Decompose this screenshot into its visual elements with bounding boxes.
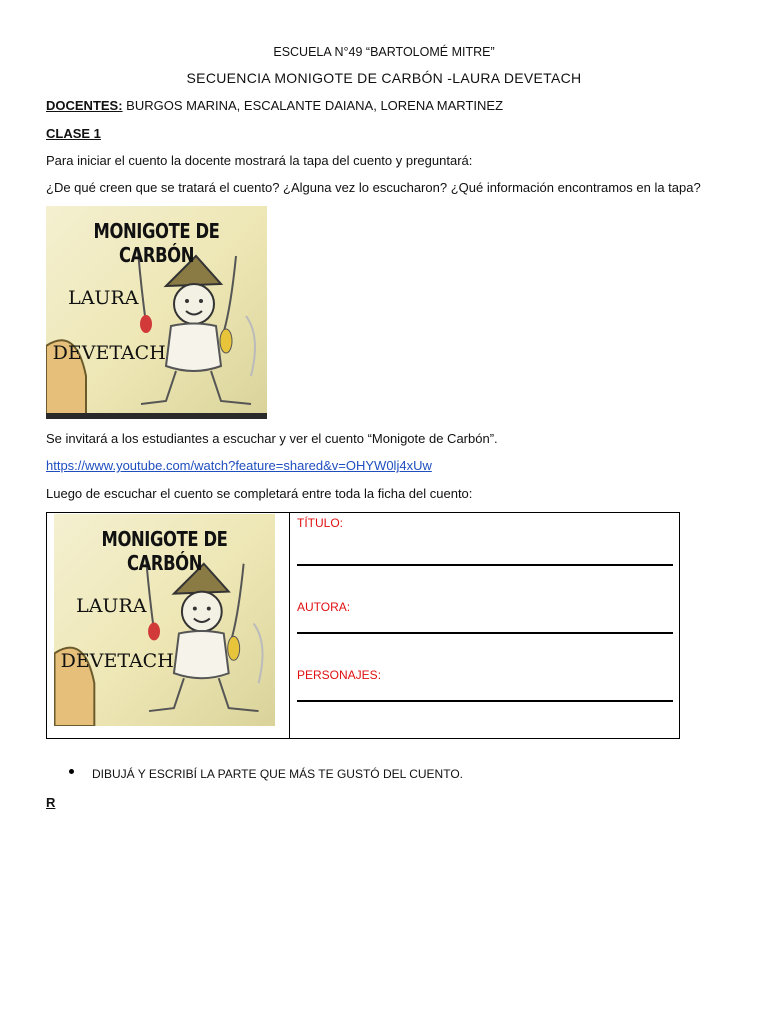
cover-author-last: DEVETACH (52, 342, 166, 365)
document-title: SECUENCIA MONIGOTE DE CARBÓN -LAURA DEVETACH (186, 70, 582, 86)
bullet-icon (69, 769, 74, 774)
cover-title: MONIGOTE DE CARBÓN (93, 218, 220, 267)
intro-text: Para iniciar el cuento la docente mostrará la tapa del cuento y preguntará: (46, 153, 473, 168)
titulo-label: TÍTULO: (297, 516, 344, 530)
video-link[interactable]: https://www.youtube.com/watch?feature=shared&v=OHYW0lj4xUw (46, 458, 432, 473)
cover-author-first: LAURA (68, 286, 139, 309)
table-divider (289, 513, 290, 738)
school-name: ESCUELA N°49 “BARTOLOMÉ MITRE” (273, 45, 495, 59)
autora-answer-line[interactable] (297, 632, 673, 634)
class-label: CLASE 1 (46, 126, 101, 141)
invite-text: Se invitará a los estudiantes a escuchar y ver el cuento “Monigote de Carbón”. (46, 431, 498, 446)
after-text: Luego de escuchar el cuento se completará entre toda la ficha del cuento: (46, 486, 473, 501)
book-cover-image-small (54, 514, 275, 726)
cover-title-small: MONIGOTE DE CARBÓN (101, 526, 228, 575)
teachers-names: BURGOS MARINA, ESCALANTE DAIANA, LORENA MARTINEZ (122, 98, 504, 113)
story-sheet-table (46, 512, 680, 739)
personajes-label: PERSONAJES: (297, 668, 382, 682)
cover-author-first-small: LAURA (76, 594, 147, 617)
titulo-answer-line[interactable] (297, 564, 673, 566)
book-cover-image (46, 206, 267, 419)
questions-text: ¿De qué creen que se tratará el cuento? ¿Alguna vez lo escucharon? ¿Qué información encontramos en la tapa? (46, 180, 701, 195)
drawing-instruction: DIBUJÁ Y ESCRIBÍ LA PARTE QUE MÁS TE GUSTÓ DEL CUENTO. (92, 767, 463, 781)
trailing-text: R (46, 795, 56, 810)
cover-author-last-small: DEVETACH (60, 649, 174, 672)
teachers-label: DOCENTES: (46, 98, 123, 113)
autora-label: AUTORA: (297, 600, 351, 614)
teachers-line (46, 98, 503, 114)
personajes-answer-line[interactable] (297, 700, 673, 702)
